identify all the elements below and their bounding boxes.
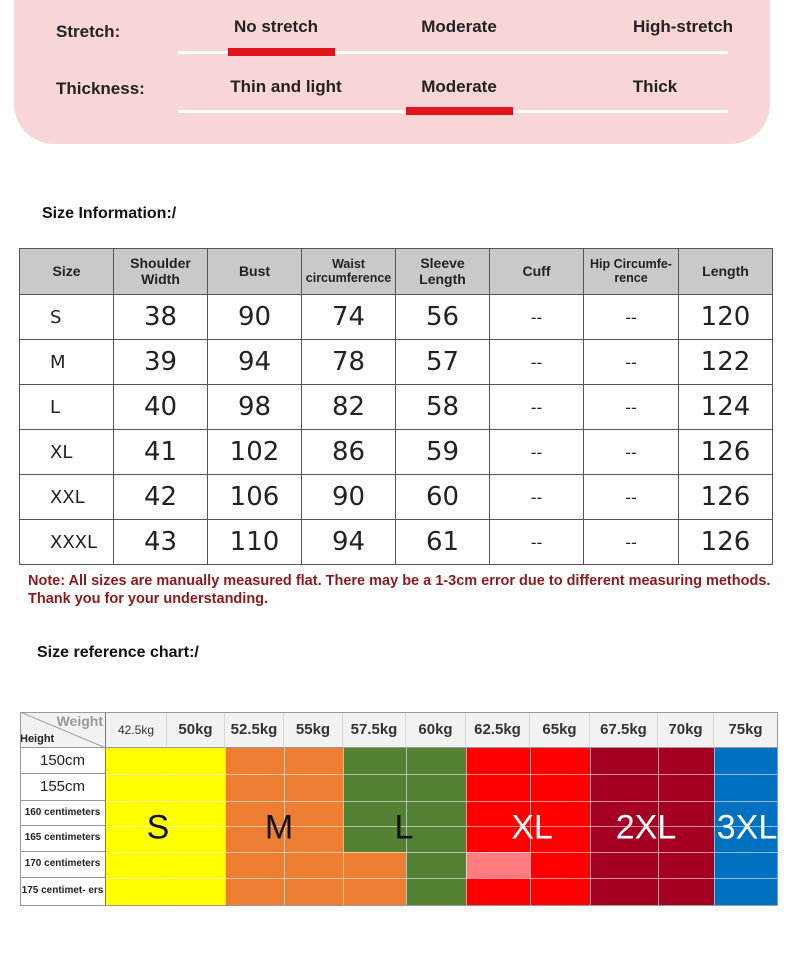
- header-hip: Hip Circumfe- rence: [584, 249, 679, 295]
- height-row-label: 170 centimeters: [20, 852, 106, 878]
- stretch-option-none: No stretch: [233, 17, 319, 36]
- size-reference-chart: [20, 712, 778, 906]
- size-color-block: [343, 852, 406, 906]
- measurement-cell: --: [584, 385, 679, 430]
- thickness-option-thin: Thin and light: [230, 77, 342, 96]
- table-row: [20, 520, 773, 565]
- size-color-block: [466, 878, 530, 906]
- measurement-cell: 74: [302, 295, 396, 340]
- height-row-label: 175 centimet- ers: [20, 878, 106, 906]
- measurement-cell: 43: [114, 520, 208, 565]
- grid-line: [714, 748, 715, 906]
- measurement-cell: --: [490, 430, 584, 475]
- header-waist: Waist circumference: [302, 249, 396, 295]
- size-color-block: [406, 852, 466, 906]
- grid-line: [225, 748, 226, 906]
- size-cell: XL: [20, 430, 114, 475]
- stretch-label: Stretch:: [56, 22, 121, 41]
- measurement-cell: 90: [208, 295, 302, 340]
- stretch-selected-marker: [228, 48, 335, 56]
- grid-line: [106, 774, 778, 775]
- measurement-cell: 59: [396, 430, 490, 475]
- measurement-cell: 120: [679, 295, 773, 340]
- header-sleeve: Sleeve Length: [396, 249, 490, 295]
- size-cell: XXL: [20, 475, 114, 520]
- grid-line: [590, 748, 591, 906]
- corner-height-label: Height: [20, 733, 55, 745]
- measurement-cell: 38: [114, 295, 208, 340]
- size-info-title: Size Information:/: [42, 205, 177, 222]
- weight-header-cell: 60kg: [406, 712, 466, 748]
- measurement-cell: --: [490, 385, 584, 430]
- table-row: [20, 430, 773, 475]
- measurement-cell: --: [490, 520, 584, 565]
- weight-header-cell: 67.5kg: [590, 712, 658, 748]
- measurement-cell: 78: [302, 340, 396, 385]
- weight-header-cell: 55kg: [284, 712, 343, 748]
- size-table-header: [20, 249, 773, 295]
- measurement-cell: 124: [679, 385, 773, 430]
- table-row: [20, 295, 773, 340]
- measurement-cell: 126: [679, 430, 773, 475]
- measurement-cell: 90: [302, 475, 396, 520]
- measurement-cell: 110: [208, 520, 302, 565]
- size-label-2xl: 2XL: [615, 808, 677, 847]
- grid-line: [343, 748, 344, 906]
- weight-header-cell: 62.5kg: [466, 712, 530, 748]
- grid-line: [466, 748, 467, 906]
- height-row-label: 150cm: [20, 748, 106, 774]
- measurement-cell: 102: [208, 430, 302, 475]
- grid-line: [106, 801, 778, 802]
- size-table: [19, 248, 773, 565]
- size-cell: L: [20, 385, 114, 430]
- measurement-cell: --: [584, 475, 679, 520]
- reference-title: Size reference chart:/: [37, 644, 199, 661]
- thickness-option-moderate: Moderate: [421, 77, 497, 96]
- weight-header-cell: 42.5kg: [106, 712, 167, 748]
- measurement-cell: --: [490, 475, 584, 520]
- weight-header-cell: 52.5kg: [225, 712, 284, 748]
- header-bust: Bust: [208, 249, 302, 295]
- measurement-cell: 58: [396, 385, 490, 430]
- grid-line: [106, 826, 778, 827]
- weight-header-cell: 75kg: [714, 712, 778, 748]
- measurement-cell: 57: [396, 340, 490, 385]
- measurement-cell: --: [584, 520, 679, 565]
- measurement-cell: 98: [208, 385, 302, 430]
- thickness-option-thick: Thick: [632, 77, 678, 96]
- size-label-m: M: [264, 808, 294, 847]
- measurement-cell: 41: [114, 430, 208, 475]
- height-row-label: 160 centimeters: [20, 801, 106, 826]
- thickness-label: Thickness:: [56, 79, 145, 98]
- measurement-cell: --: [584, 430, 679, 475]
- height-row-label: 155cm: [20, 774, 106, 801]
- size-label-3xl: 3XL: [716, 808, 778, 847]
- weight-header-cell: 57.5kg: [343, 712, 406, 748]
- measurement-cell: 42: [114, 475, 208, 520]
- measurement-cell: 86: [302, 430, 396, 475]
- table-row: [20, 385, 773, 430]
- stretch-option-moderate: Moderate: [421, 17, 497, 36]
- size-cell: M: [20, 340, 114, 385]
- measurement-cell: --: [584, 340, 679, 385]
- table-row: [20, 340, 773, 385]
- measurement-cell: 106: [208, 475, 302, 520]
- size-color-block: [466, 852, 530, 878]
- corner-cell: [20, 712, 106, 748]
- header-shoulder: Shoulder Width: [114, 249, 208, 295]
- measurement-cell: 126: [679, 475, 773, 520]
- measurement-cell: --: [584, 295, 679, 340]
- size-label-l: L: [394, 808, 414, 847]
- measurement-cell: 126: [679, 520, 773, 565]
- measurement-cell: --: [490, 295, 584, 340]
- measurement-cell: 82: [302, 385, 396, 430]
- measurement-cell: 56: [396, 295, 490, 340]
- grid-line: [106, 878, 778, 879]
- size-cell: XXXL: [20, 520, 114, 565]
- thickness-selected-marker: [406, 107, 513, 115]
- size-color-block: [530, 852, 590, 906]
- corner-weight-label: Weight: [56, 713, 103, 729]
- stretch-option-high: High-stretch: [632, 17, 734, 36]
- header-length: Length: [679, 249, 773, 295]
- measurement-cell: 122: [679, 340, 773, 385]
- measurement-cell: --: [490, 340, 584, 385]
- table-row: [20, 475, 773, 520]
- measurement-note-thanks: Thank you for your understanding.: [28, 591, 269, 607]
- fabric-attributes-card: [14, 0, 770, 144]
- weight-header-cell: 50kg: [167, 712, 225, 748]
- weight-header-cell: 65kg: [530, 712, 590, 748]
- measurement-cell: 94: [208, 340, 302, 385]
- measurement-cell: 40: [114, 385, 208, 430]
- size-label-s: S: [146, 808, 170, 847]
- measurement-note: Note: All sizes are manually measured flat. There may be a 1-3cm error due to different measuring methods.: [28, 573, 771, 589]
- measurement-cell: 61: [396, 520, 490, 565]
- height-row-label: 165 centimeters: [20, 826, 106, 852]
- header-cuff: Cuff: [490, 249, 584, 295]
- measurement-cell: 60: [396, 475, 490, 520]
- measurement-cell: 39: [114, 340, 208, 385]
- grid-line: [106, 852, 778, 853]
- header-size: Size: [20, 249, 114, 295]
- measurement-cell: 94: [302, 520, 396, 565]
- weight-header-cell: 70kg: [658, 712, 714, 748]
- size-label-xl: XL: [511, 808, 553, 847]
- size-cell: S: [20, 295, 114, 340]
